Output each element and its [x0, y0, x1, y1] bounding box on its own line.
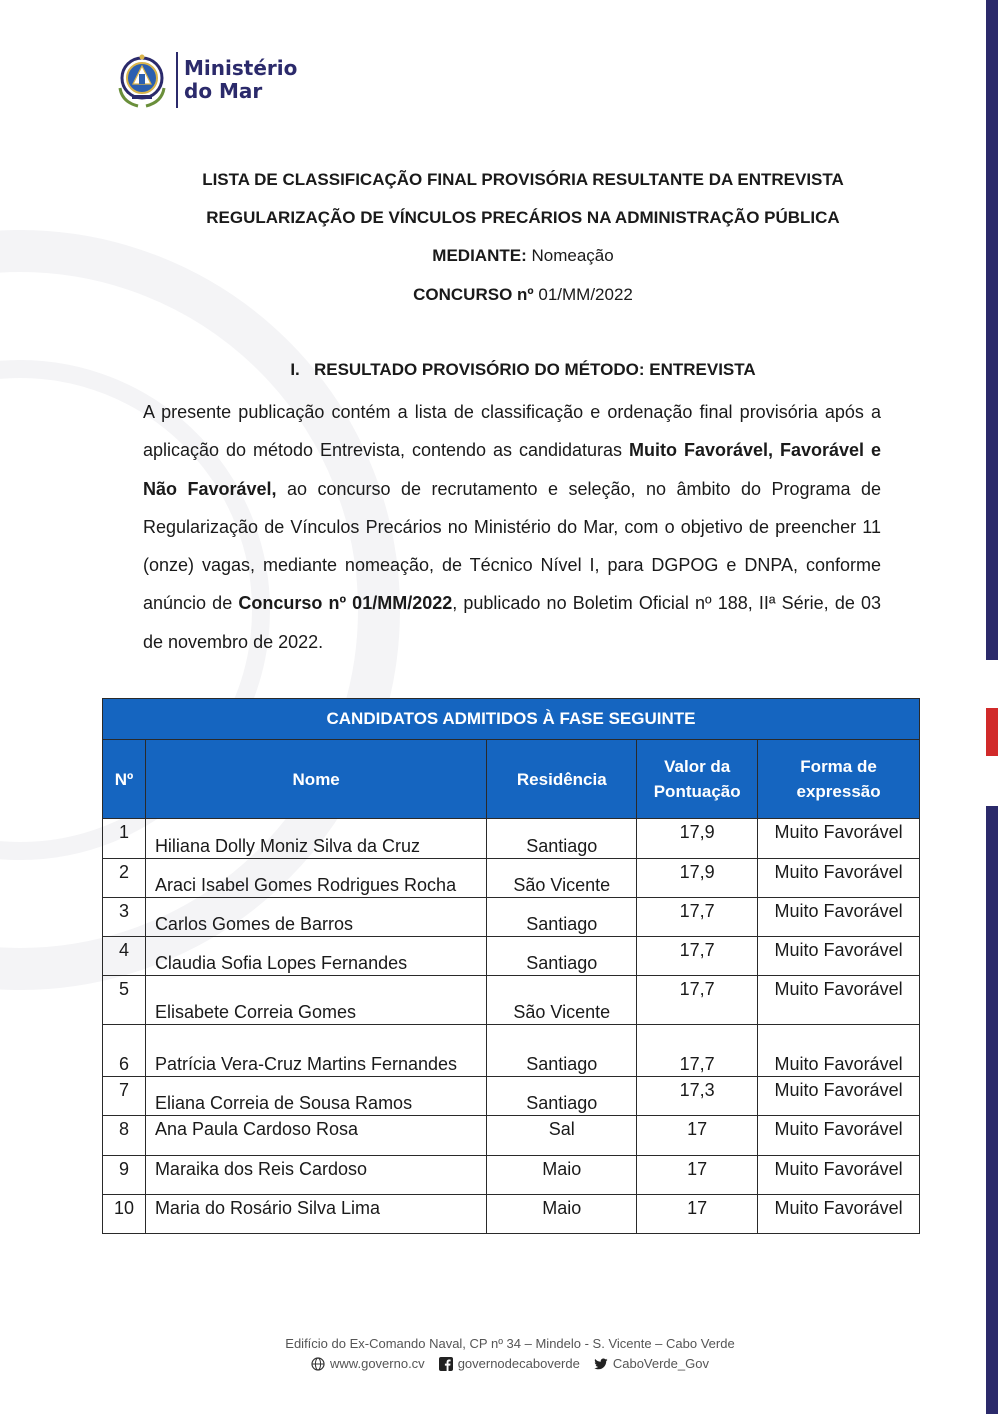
row-score: 17 — [637, 1156, 758, 1195]
section-heading — [100, 360, 946, 380]
row-name: Maria do Rosário Silva Lima — [145, 1195, 486, 1234]
header-no: Nº — [103, 740, 146, 819]
table-row — [103, 1025, 920, 1077]
row-residence: Santiago — [487, 937, 637, 976]
row-form: Muito Favorável — [758, 976, 920, 1025]
row-no: 1 — [103, 819, 146, 859]
row-residence: Santiago — [487, 819, 637, 859]
table-row — [103, 898, 920, 937]
side-bar-red — [986, 708, 998, 756]
mediante-line — [100, 246, 946, 266]
logo-line1: Ministério — [184, 56, 298, 80]
table-row — [103, 1116, 920, 1156]
row-score: 17,7 — [637, 898, 758, 937]
intro-text-3: , publicado no Boletim Oficial nº 188, IIª Série, de 03 de novembro de 2022. — [143, 593, 881, 652]
title-line2: REGULARIZAÇÃO DE VÍNCULOS PRECÁRIOS NA ADMINISTRAÇÃO PÚBLICA — [206, 208, 840, 227]
row-no: 4 — [103, 937, 146, 976]
logo-line2: do Mar — [184, 79, 263, 103]
row-name: Maraika dos Reis Cardoso — [145, 1156, 486, 1195]
row-form: Muito Favorável — [758, 1195, 920, 1234]
side-bar-navy-bottom — [986, 806, 998, 1414]
intro-bold-2: Concurso nº 01/MM/2022 — [238, 593, 453, 614]
table-row — [103, 976, 920, 1025]
intro-paragraph — [143, 393, 881, 661]
row-name: Carlos Gomes de Barros — [145, 898, 486, 937]
row-no: 3 — [103, 898, 146, 937]
header-form: Forma de expressão — [758, 740, 920, 819]
row-residence: Maio — [487, 1156, 637, 1195]
row-no: 8 — [103, 1116, 146, 1156]
row-score: 17,7 — [637, 1025, 758, 1077]
row-no: 5 — [103, 976, 146, 1025]
row-score: 17 — [637, 1195, 758, 1234]
row-no: 10 — [103, 1195, 146, 1234]
logo-text — [184, 57, 297, 103]
row-form: Muito Favorável — [758, 1025, 920, 1077]
table-row — [103, 1156, 920, 1195]
concurso-label: CONCURSO nº — [413, 285, 534, 304]
twitter-text: CaboVerde_Gov — [612, 1356, 709, 1371]
row-form: Muito Favorável — [758, 1156, 920, 1195]
footer-twitter[interactable] — [594, 1356, 709, 1371]
row-name: Claudia Sofia Lopes Fernandes — [145, 937, 486, 976]
row-form: Muito Favorável — [758, 819, 920, 859]
row-residence: Santiago — [487, 1077, 637, 1116]
table-banner: CANDIDATOS ADMITIDOS À FASE SEGUINTE — [103, 699, 920, 740]
row-score: 17,9 — [637, 859, 758, 898]
row-no: 9 — [103, 1156, 146, 1195]
row-form: Muito Favorável — [758, 1077, 920, 1116]
table-row — [103, 1077, 920, 1116]
globe-icon — [311, 1357, 325, 1371]
coat-of-arms-icon — [112, 50, 172, 110]
mediante-value: Nomeação — [531, 246, 614, 265]
section-number: I. — [290, 360, 300, 379]
row-score: 17,7 — [637, 976, 758, 1025]
row-name: Eliana Correia de Sousa Ramos — [145, 1077, 486, 1116]
table-row — [103, 819, 920, 859]
row-residence: Santiago — [487, 1025, 637, 1077]
row-score: 17,3 — [637, 1077, 758, 1116]
footer-address: Edifício do Ex-Comando Naval, CP nº 34 – Mindelo - S. Vicente – Cabo Verde — [285, 1336, 735, 1351]
row-form: Muito Favorável — [758, 859, 920, 898]
ministry-logo — [112, 50, 297, 110]
facebook-icon — [439, 1357, 453, 1371]
twitter-icon — [594, 1357, 608, 1371]
concurso-value: 01/MM/2022 — [538, 285, 633, 304]
row-score: 17,9 — [637, 819, 758, 859]
footer-website[interactable] — [311, 1356, 425, 1371]
table-row — [103, 937, 920, 976]
row-name: Ana Paula Cardoso Rosa — [145, 1116, 486, 1156]
row-residence: Maio — [487, 1195, 637, 1234]
footer-links — [200, 1356, 820, 1371]
row-form: Muito Favorável — [758, 898, 920, 937]
row-no: 2 — [103, 859, 146, 898]
website-text: www.governo.cv — [330, 1356, 425, 1371]
intro-bold-1: Muito Favorável, Favorável e Não Favorável, — [143, 440, 881, 499]
row-name: Patrícia Vera-Cruz Martins Fernandes — [145, 1025, 486, 1077]
table-row — [103, 1195, 920, 1234]
mediante-label: MEDIANTE: — [432, 246, 527, 265]
row-score: 17 — [637, 1116, 758, 1156]
row-residence: Sal — [487, 1116, 637, 1156]
row-residence: São Vicente — [487, 976, 637, 1025]
header-score: Valor da Pontuação — [637, 740, 758, 819]
intro-text-1: A presente publicação contém a lista de classificação e ordenação final provisória após a aplicação do método Entrevista, contendo as candidaturas — [143, 402, 881, 461]
results-table — [102, 698, 920, 1234]
row-score: 17,7 — [637, 937, 758, 976]
row-no: 7 — [103, 1077, 146, 1116]
section-title: RESULTADO PROVISÓRIO DO MÉTODO: ENTREVISTA — [313, 360, 756, 379]
concurso-line — [100, 285, 946, 305]
row-residence: São Vicente — [487, 859, 637, 898]
row-form: Muito Favorável — [758, 1116, 920, 1156]
header-name: Nome — [145, 740, 486, 819]
footer-facebook[interactable] — [439, 1356, 580, 1371]
row-name: Elisabete Correia Gomes — [145, 976, 486, 1025]
table-row — [103, 859, 920, 898]
row-name: Araci Isabel Gomes Rodrigues Rocha — [145, 859, 486, 898]
row-no: 6 — [103, 1025, 146, 1077]
facebook-text: governodecaboverde — [457, 1356, 580, 1371]
row-name: Hiliana Dolly Moniz Silva da Cruz — [145, 819, 486, 859]
logo-divider — [176, 52, 178, 108]
header-residence: Residência — [487, 740, 637, 819]
side-bar-navy-top — [986, 0, 998, 660]
row-form: Muito Favorável — [758, 937, 920, 976]
row-residence: Santiago — [487, 898, 637, 937]
intro-text-2: ao concurso de recrutamento e seleção, no âmbito do Programa de Regularização de Vínculos Precários no Ministério do Mar, com o objetivo de preencher 11 (onze) vagas, mediante nomeação, de Técnico Nível I, para DGPOG e DNPA, conforme anúncio de — [143, 478, 881, 614]
title-line1: LISTA DE CLASSIFICAÇÃO FINAL PROVISÓRIA RESULTANTE DA ENTREVISTA — [202, 170, 844, 189]
